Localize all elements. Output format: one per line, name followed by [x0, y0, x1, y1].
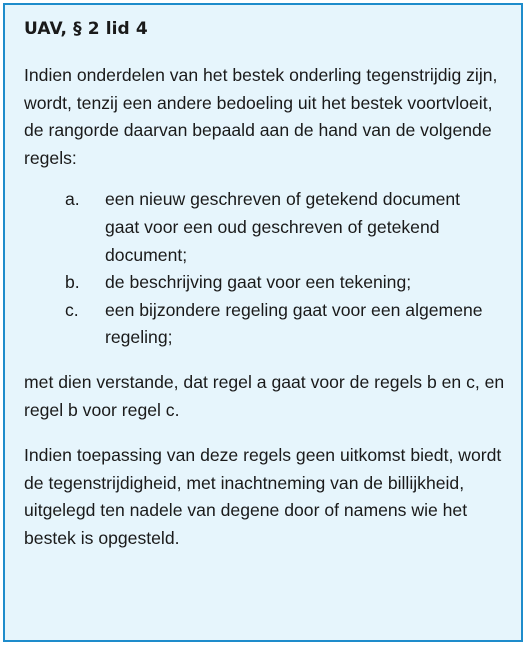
list-item-text: de beschrijving gaat voor een tekening; — [105, 272, 412, 293]
list-marker: c. — [65, 299, 79, 320]
list-item-rule-a — [24, 186, 507, 269]
closing-paragraph: Indien toepassing van deze regels geen uitkomst biedt, wordt de tegenstrijdigheid, met inachtneming van de billijkheid, uitgelegd ten nadele van degene door of namens wie het bestek is opgesteld. — [24, 445, 502, 548]
list-marker: a. — [65, 189, 80, 210]
list-item-text: een bijzondere regeling gaat voor een algemene regeling; — [105, 299, 483, 348]
intro-paragraph: Indien onderdelen van het bestek onderling tegenstrijdig zijn, wordt, tenzij een andere bedoeling uit het bestek voortvloeit, de rangorde daarvan bepaald aan de hand van de volgende regels: — [24, 65, 498, 168]
legal-text-box — [3, 3, 523, 642]
list-item-rule-b — [24, 269, 507, 297]
proviso-paragraph: met dien verstande, dat regel a gaat voor de regels b en c, en regel b voor regel c. — [24, 371, 505, 420]
rules-list — [24, 186, 507, 352]
list-item-text: een nieuw geschreven of getekend document gaat voor een oud geschreven of getekend document; — [105, 189, 461, 265]
list-marker: b. — [65, 272, 80, 293]
box-title: UAV, § 2 lid 4 — [24, 19, 148, 39]
list-item-rule-c — [24, 297, 507, 352]
